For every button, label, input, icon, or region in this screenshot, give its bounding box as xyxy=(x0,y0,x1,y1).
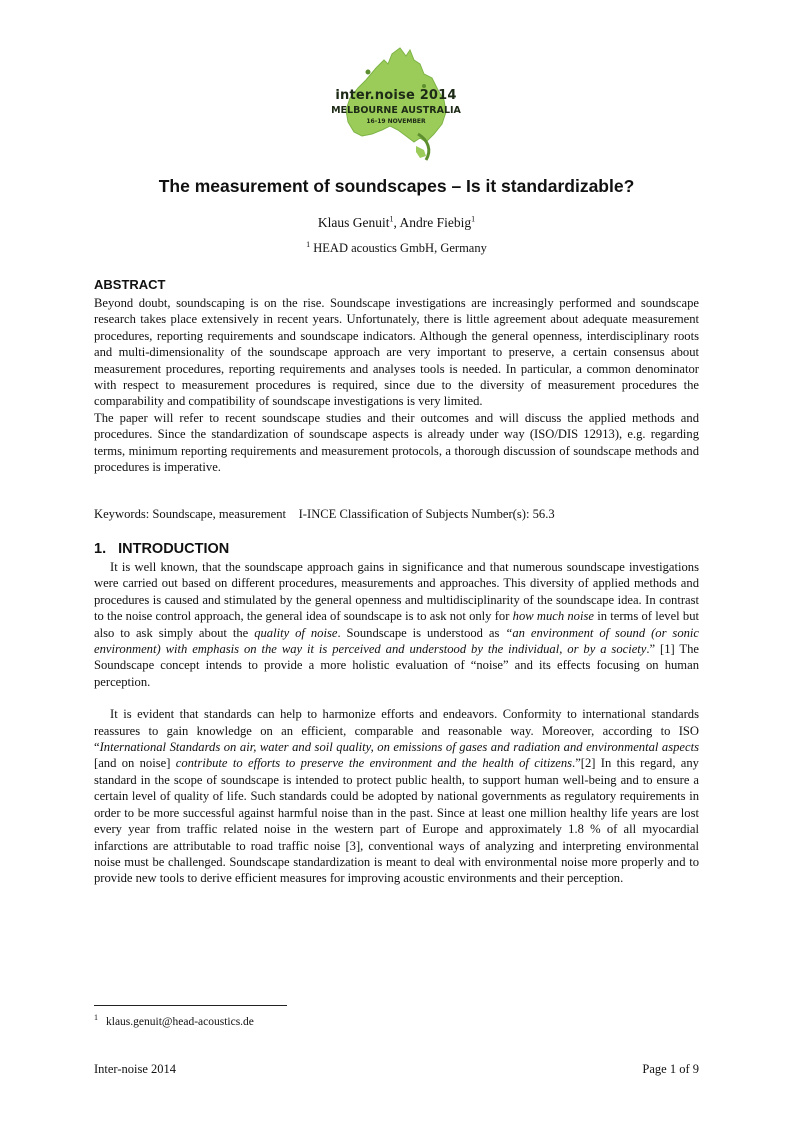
abstract-heading: ABSTRACT xyxy=(94,277,166,292)
abstract-paragraph: The paper will refer to recent soundscape studies and their outcomes and will discuss the applied methods and procedures. Since the standardization of soundscape aspects is already under way (ISO/DIS 12913), e.g. regarding terms, minimum reporting requirements and measurement protocols, a thorough discussion of soundscape methods and procedures is imperative. xyxy=(94,410,699,475)
logo-title: inter.noise 2014 xyxy=(335,88,457,103)
text-run: It is well known, that the soundscape approach gains in significance and that numerous soundscape investigations were carried out based on different procedures, measurements and approaches. This diversity of applied methods and procedures is caused and stimulated by the general openness and multidisciplinarity of the soundscape idea. In contrast to the noise control approach, the general idea of soundscape is to ask not only for xyxy=(94,560,699,624)
body-paragraph xyxy=(94,559,699,690)
body-paragraph xyxy=(94,706,699,886)
text-run: .”[2] In this regard, any standard in the scope of soundscape is intended to protect public health, to support human well-being and to ensure a certain level of quality of life. Such standards could be adopted by national governments as regulatory requirements in order to be more successful against harmful noise than in the past. Since at least one million healthy life years are lost every year from traffic related noise in the western part of Europe and approximately 1.8 % of all myocardial infarctions are attributable to road traffic noise [3], conventional ways of analyzing and interpreting environmental noise must be challenged. Soundscape standardization is meant to deal with environmental noise more properly and to provide new tools to derive efficient measures for improving acoustic environments and their perception. xyxy=(94,756,699,886)
author-name: Klaus Genuit xyxy=(317,215,390,230)
keywords: Keywords: Soundscape, measurement xyxy=(94,507,287,521)
footnote xyxy=(94,1013,254,1028)
classification: I-INCE Classification of Subjects Number(s): 56.3 xyxy=(298,507,555,521)
introduction-body xyxy=(94,559,699,887)
author-affil-marker: 1 xyxy=(471,214,476,224)
footer-conference: Inter-noise 2014 xyxy=(94,1062,177,1076)
section-number: 1. xyxy=(94,541,107,557)
abstract-body xyxy=(94,295,699,475)
emphasis-text: quality of noise xyxy=(254,625,338,640)
quote-text: “an environment of sound (or sonic environment) with emphasis on the way it is perceived and understood by the individual, or by a society xyxy=(94,625,700,657)
author-affil-marker: 1 xyxy=(389,214,394,224)
paper-title: The measurement of soundscapes – Is it standardizable? xyxy=(158,176,635,196)
text-run: It is evident that standards can help to harmonize efforts and endeavors. Conformity to international standards reassures to gain knowledge on an efficient, comparable and reasonable way. Moreover, according to ISO “ xyxy=(94,707,699,755)
conference-logo xyxy=(328,38,464,166)
logo-dates: 16-19 NOVEMBER xyxy=(366,118,426,125)
text-run: .” [1] The Soundscape concept intends to provide a more holistic evaluation of “noise” and its effects focusing on human perception. xyxy=(94,642,699,689)
quote-text: contribute to efforts to preserve the environment and the health of citizens xyxy=(175,756,573,771)
footnote-divider xyxy=(94,1005,287,1006)
section-heading xyxy=(94,541,229,557)
section-title: INTRODUCTION xyxy=(118,541,230,557)
text-run: [and on noise] xyxy=(94,756,176,771)
affil-marker: 1 xyxy=(306,239,311,249)
abstract-paragraph: Beyond doubt, soundscaping is on the rise. Soundscape investigations are increasingly performed and soundscape research takes place extensively in recent years. Unfortunately, there is little agreement about adequate measurement procedures, reporting requirements and soundscape indicators. Although the general openness, interdisciplinary roots and multi-dimensionality of the soundscape approach are very important to preserve, a certain consensus about measurement procedures, reporting requirements and analyses tools is needed. In particular, a common denominator with respect to measurement procedures is required, since due to the diversity of measurement procedures the comparability and compatibility of soundscape investigations is very limited. xyxy=(94,296,699,409)
quote-text: International Standards on air, water and soil quality, on emissions of gases and radiation and environmental aspects xyxy=(99,740,699,755)
author-name: Andre Fiebig xyxy=(399,215,472,230)
author-line xyxy=(60,215,733,231)
logo-location: MELBOURNE AUSTRALIA xyxy=(331,105,461,116)
emphasis-text: how much noise xyxy=(512,609,594,624)
author-separator: , xyxy=(393,215,400,230)
text-run: . Soundscape is understood as xyxy=(337,625,506,640)
affiliation-text: HEAD acoustics GmbH, Germany xyxy=(313,241,487,255)
footnote-email: klaus.genuit@head-acoustics.de xyxy=(106,1015,254,1028)
footer-page-number: Page 1 of 9 xyxy=(642,1062,699,1076)
affiliation xyxy=(60,241,733,256)
footnote-number: 1 xyxy=(94,1013,98,1022)
text-run: in terms of level but also to ask simply about the xyxy=(94,609,700,640)
keywords-line xyxy=(94,507,555,522)
